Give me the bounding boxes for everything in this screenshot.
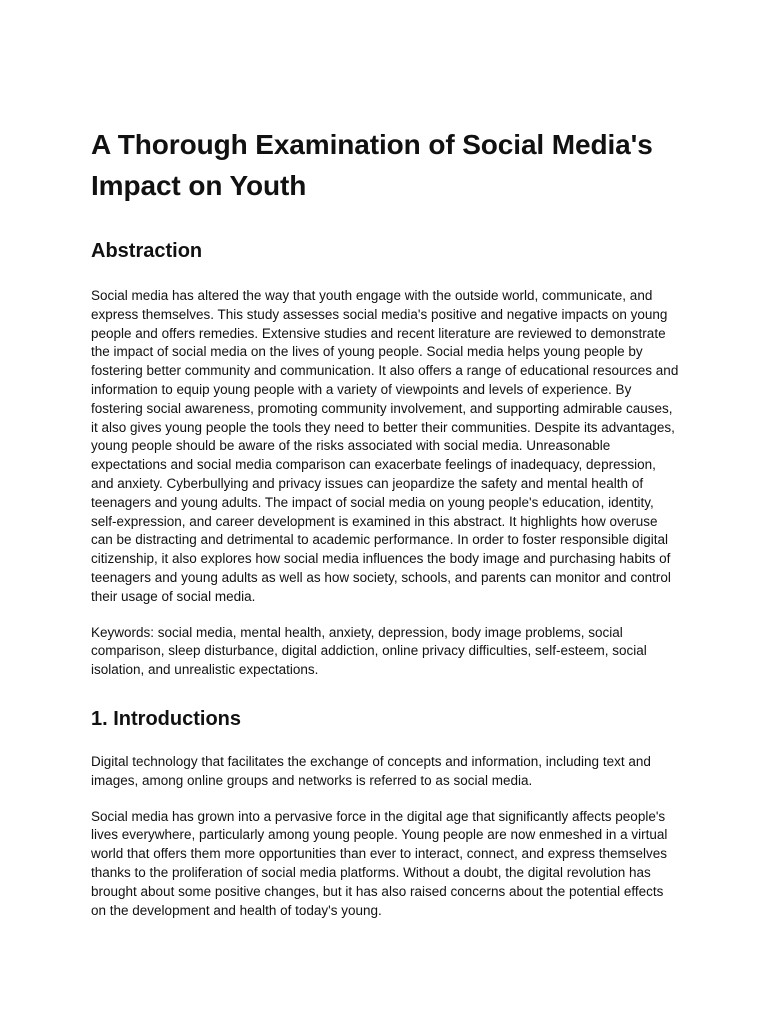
abstract-paragraph: Social media has altered the way that youth engage with the outside world, communicate, and express themselves. This study assesses social media's positive and negative impacts on young people and offers remedies. Extensive studies and recent literature are reviewed to demonstrate the impact of social media on the lives of young people. Social media helps young people by fostering better community and communication. It also offers a range of educational resources and information to equip young people with a variety of viewpoints and levels of experience. By fostering social awareness, promoting community involvement, and supporting admirable causes, it also gives young people the tools they need to better their communities. Despite its advantages, young people should be aware of the risks associated with social media. Unreasonable expectations and social media comparison can exacerbate feelings of inadequacy, depression, and anxiety. Cyberbullying and privacy issues can jeopardize the safety and mental health of teenagers and young adults. The impact of social media on young people's education, identity, self-expression, and career development is examined in this abstract. It highlights how overuse can be distracting and detrimental to academic performance. In order to foster responsible digital citizenship, it also explores how social media influences the body image and purchasing habits of teenagers and young adults as well as how society, schools, and parents can monitor and control their usage of social media. xyxy=(91,288,679,604)
introduction-paragraph-2: Social media has grown into a pervasive force in the digital age that significantly affects people's lives everywhere, particularly among young people. Young people are now enmeshed in a virtual world that offers them more opportunities than ever to interact, connect, and express themselves thanks to the proliferation of social media platforms. Without a doubt, the digital revolution has brought about some positive changes, but it has also raised concerns about the potential effects on the development and health of today's young. xyxy=(91,808,668,918)
introduction-heading: 1. Introductions xyxy=(91,707,241,730)
abstract-heading: Abstraction xyxy=(91,240,203,262)
keywords-paragraph: Keywords: social media, mental health, anxiety, depression, body image problems, social comparison, sleep disturbance, digital addiction, online privacy difficulties, self-esteem, social isolation, and unrealistic expectations. xyxy=(91,624,647,678)
document-title: A Thorough Examination of Social Media's Impact on Youth xyxy=(91,129,653,201)
introduction-paragraph-1: Digital technology that facilitates the exchange of concepts and information, including text and images, among online groups and networks is referred to as social media. xyxy=(91,753,651,788)
